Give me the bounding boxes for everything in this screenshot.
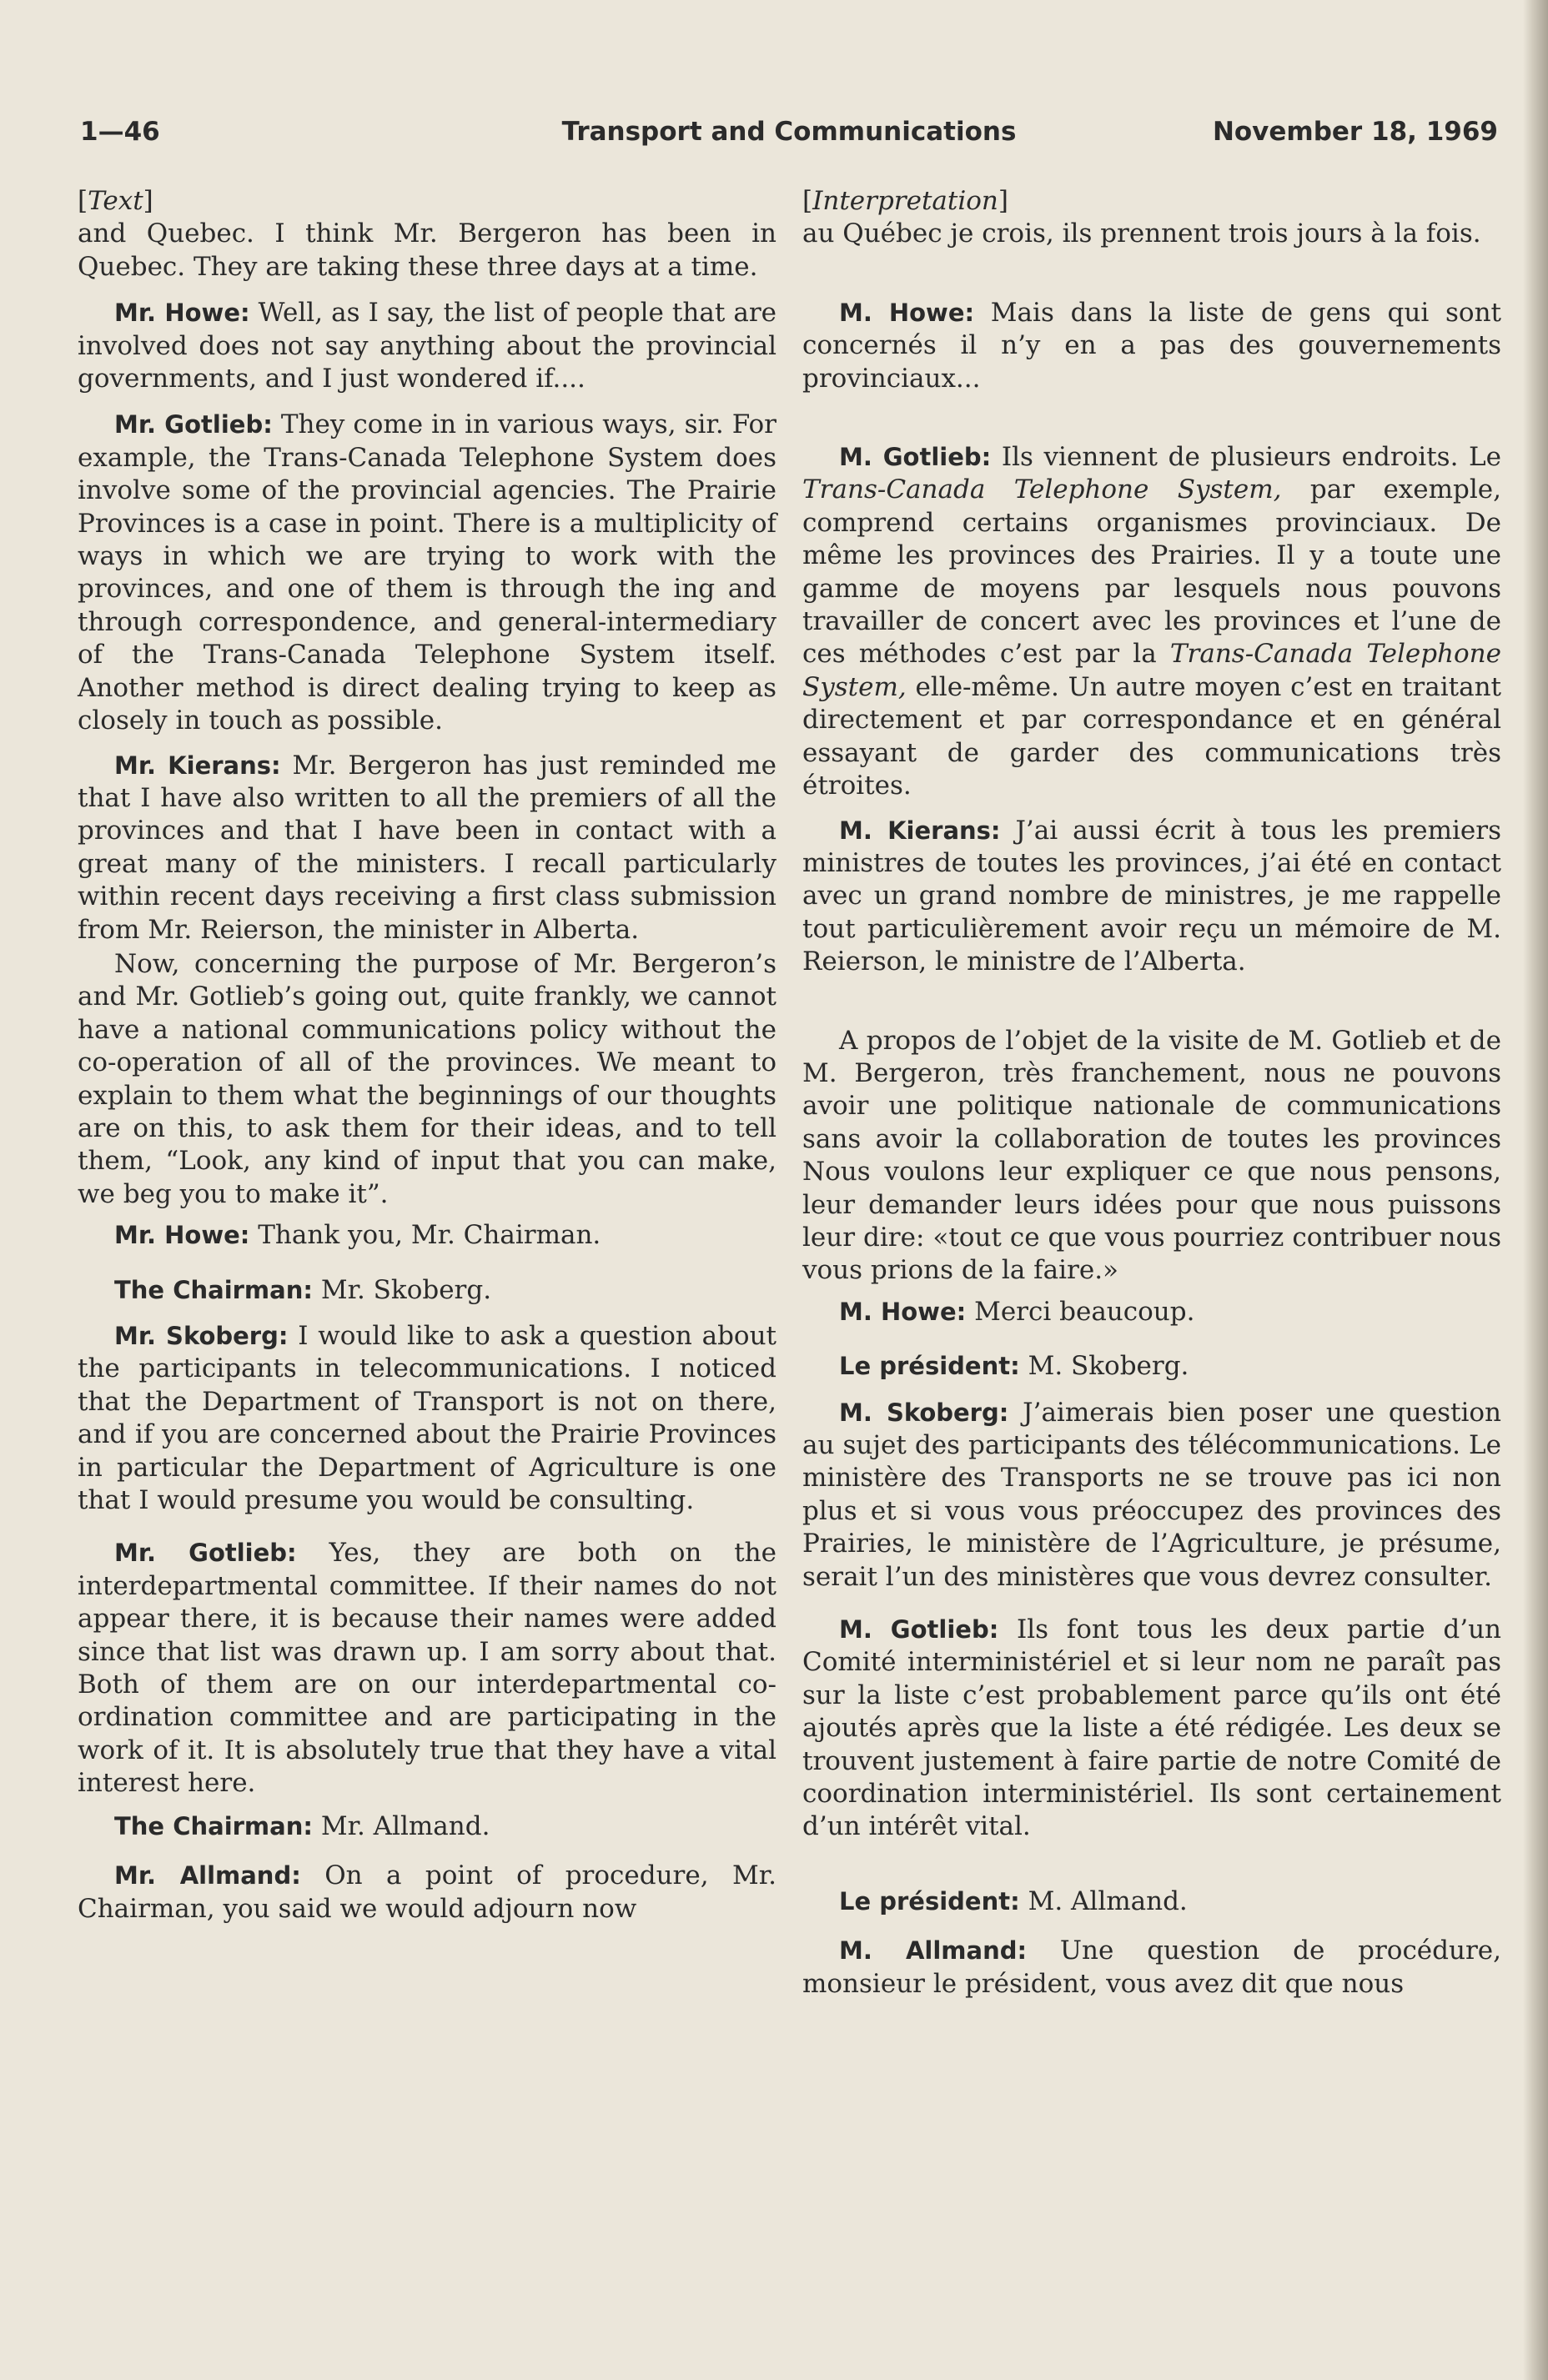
paragraph: and Quebec. I think Mr. Bergeron has been in Quebec. They are taking these three days at a time. <box>78 218 777 282</box>
speaker-name: Le président: <box>839 1352 1020 1381</box>
paragraph: The Chairman: Mr. Skoberg. <box>114 1274 492 1305</box>
page-header <box>80 117 1498 158</box>
paragraph: Mr. Howe: Thank you, Mr. Chairman. <box>114 1220 601 1251</box>
running-title: Transport and Communications <box>561 117 1017 147</box>
paragraph: Le président: M. Allmand. <box>839 1885 1188 1916</box>
speaker-name: The Chairman: <box>114 1811 313 1840</box>
paragraph: au Québec je crois, ils prennent trois jours à la fois. <box>802 218 1481 249</box>
speaker-name: Mr. Skoberg: <box>114 1322 289 1350</box>
paragraph: The Chairman: Mr. Allmand. <box>114 1810 490 1841</box>
speaker-name: Mr. Howe: <box>114 1221 250 1250</box>
speaker-name: M. Howe: <box>839 298 975 327</box>
speaker-name: The Chairman: <box>114 1275 313 1304</box>
paragraph: M. Howe: Mais dans la liste de gens qui sont concernés il n’y en a pas des gouvernements provinciaux... <box>802 297 1501 394</box>
speaker-name: Mr. Howe: <box>114 299 250 328</box>
speaker-name: Mr. Gotlieb: <box>114 1539 297 1568</box>
paragraph: Mr. Gotlieb: They come in in various ways, sir. For example, the Trans-Canada Telephone System does involve some of the provincial agencies. The Prairie Provinces is a case in point. There is a multiplicity of ways in which we are trying to work with the provinces, and one of them is through the ing and through correspondence, and general-intermediary of the Trans-Canada Telephone System itself. Another method is direct dealing trying to keep as closely in touch as possible. <box>78 409 777 736</box>
speaker-name: M. Howe: <box>839 1297 967 1326</box>
paragraph: Mr. Kierans: Mr. Bergeron has just reminded me that I have also written to all the premiers of all the provinces and that I have been in contact with a great many of the ministers. I recall particularly within recent days receiving a first class submission from Mr. Reierson, the minister in Alberta. <box>78 750 777 945</box>
paragraph: A propos de l’objet de la visite de M. Gotlieb et de M. Bergeron, très franchement, nous ne pouvons avoir une politique nationale de communications sans avoir la collaboration de toutes les provinces Nous voulons leur expliquer ce que nous pensons, leur demander leurs idées pour que nous puissons leur dire: «tout ce que vous pourriez contribuer nous vous prions de la faire.» <box>802 1025 1501 1286</box>
speaker-name: Mr. Gotlieb: <box>114 410 273 439</box>
english-column <box>78 185 777 1926</box>
paragraph: Mr. Skoberg: I would like to ask a question about the participants in telecommunications. I noticed that the Department of Transport is not on there, and if you are concerned about the Prairie Provinces in particular the Department of Agriculture is one that I would presume you would be consulting. <box>78 1321 777 1516</box>
page-number: 1—46 <box>80 117 160 147</box>
page-edge-shadow <box>1523 0 1548 2380</box>
speaker-name: M. Gotlieb: <box>839 1615 999 1644</box>
speaker-name: Mr. Allmand: <box>114 1861 301 1890</box>
paragraph: Now, concerning the purpose of Mr. Bergeron’s and Mr. Gotlieb’s going out, quite frankly, we cannot have a national communications policy without the co-operation of all of the provinces. We meant to explain to them what the beginnings of our thoughts are on this, to ask them for their ideas, and to tell them, “Look, any kind of input that you can make, we beg you to make it”. <box>78 948 777 1209</box>
speaker-name: M. Allmand: <box>839 1936 1028 1966</box>
header-date: November 18, 1969 <box>1212 117 1498 147</box>
paragraph: M. Gotlieb: Ils viennent de plusieurs endroits. Le Trans-Canada Telephone System, par exemple, comprend certains organismes provinciaux. De même les provinces des Prairies. Il y a toute une gamme de moyens par lesquels nous pouvons travailler de concert avec les provinces et l’une de ces méthodes c’est par la Trans-Canada Telephone System, elle-même. Un autre moyen c’est en traitant directement et par correspondance et en général essayant de garder des communications très étroites. <box>802 442 1501 801</box>
speaker-name: Mr. Kierans: <box>114 751 281 780</box>
paragraph: Mr. Gotlieb: Yes, they are both on the interdepartmental committee. If their names do not appear there, it is because their names were added since that list was drawn up. I am sorry about that. Both of them are on our interdepartmental co-ordination committee and are participating in the work of it. It is absolutely true that they have a vital interest here. <box>78 1538 777 1799</box>
paragraph: M. Kierans: J’ai aussi écrit à tous les premiers ministres de toutes les provinces, j’ai été en contact avec un grand nombre de ministres, je me rappelle tout particulièrement avoir reçu un mémoire de M. Reierson, le ministre de l’Alberta. <box>802 815 1501 977</box>
french-column <box>802 185 1501 2001</box>
paragraph: Le président: M. Skoberg. <box>839 1351 1189 1382</box>
paragraph: M. Allmand: Une question de procédure, monsieur le président, vous avez dit que nous <box>802 1936 1501 1999</box>
paragraph: M. Skoberg: J’aimerais bien poser une question au sujet des participants des télécommunications. Le ministère des Transports ne se trouve pas ici non plus et si vous vous préoccupez des provinces des Prairies, le ministère de l’Agriculture, je présume, serait l’un des ministères que vous devrez consulter. <box>802 1397 1501 1592</box>
speaker-name: Le président: <box>839 1886 1020 1916</box>
speaker-name: M. Gotlieb: <box>839 443 992 472</box>
speaker-name: M. Skoberg: <box>839 1398 1009 1427</box>
english-column-heading: [Text] <box>78 186 153 216</box>
paragraph: Mr. Allmand: On a point of procedure, Mr. Chairman, you said we would adjourn now <box>78 1860 777 1924</box>
paragraph: Mr. Howe: Well, as I say, the list of people that are involved does not say anything about the provincial governments, and I just wondered if.... <box>78 298 777 394</box>
speaker-name: M. Kierans: <box>839 816 1001 845</box>
french-column-heading: [Interpretation] <box>802 186 1009 216</box>
paragraph: M. Gotlieb: Ils font tous les deux partie d’un Comité interministériel et si leur nom ne paraît pas sur la liste c’est probablement parce qu’ils ont été ajoutés après que la liste a été rédigée. Les deux se trouvent justement à faire partie de notre Comité de coordination interministériel. Ils sont certainement d’un intérêt vital. <box>802 1614 1501 1842</box>
paragraph: M. Howe: Merci beaucoup. <box>839 1296 1195 1327</box>
